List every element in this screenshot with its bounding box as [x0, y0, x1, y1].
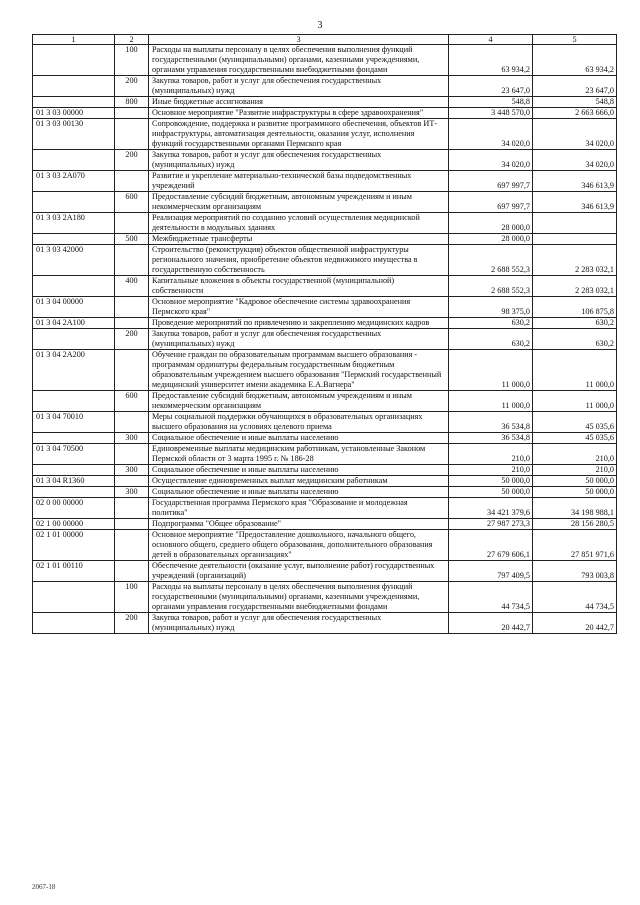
table-row	[33, 297, 617, 318]
cell-amount-year-2: 50 000,0	[533, 476, 617, 487]
cell-amount-year-2	[533, 234, 617, 245]
cell-expense-type: 200	[115, 150, 149, 171]
cell-name: Обеспечение деятельности (оказание услуг, выполнение работ) государственных учреждений (организаций)	[149, 561, 449, 582]
cell-name: Меры социальной поддержки обучающихся в образовательных организациях высшего образования на условиях целевого приема	[149, 412, 449, 433]
column-header-1: 1	[33, 35, 115, 45]
cell-name: Основное мероприятие "Предоставление дошкольного, начального общего, основного общего, среднего общего образования, дополнительного образования детей в образовательных организациях"	[149, 530, 449, 561]
cell-amount-year-2: 45 035,6	[533, 433, 617, 444]
cell-amount-year-1: 11 000,0	[449, 350, 533, 391]
cell-expense-type	[115, 519, 149, 530]
cell-code: 01 3 04 R1360	[33, 476, 115, 487]
table-row	[33, 213, 617, 234]
cell-name: Основное мероприятие "Кадровое обеспечение системы здравоохранения Пермского края"	[149, 297, 449, 318]
cell-amount-year-2	[533, 213, 617, 234]
cell-amount-year-2: 44 734,5	[533, 582, 617, 613]
cell-amount-year-1: 98 375,0	[449, 297, 533, 318]
table-row	[33, 234, 617, 245]
table-row	[33, 150, 617, 171]
table-row	[33, 530, 617, 561]
column-header-3: 3	[149, 35, 449, 45]
cell-code: 02 1 01 00000	[33, 530, 115, 561]
cell-amount-year-1: 210,0	[449, 465, 533, 476]
cell-amount-year-2: 2 283 032,1	[533, 276, 617, 297]
cell-name: Государственная программа Пермского края "Образование и молодежная политика"	[149, 498, 449, 519]
cell-name: Подпрограмма "Общее образование"	[149, 519, 449, 530]
cell-amount-year-2: 11 000,0	[533, 391, 617, 412]
cell-amount-year-2: 2 283 032,1	[533, 245, 617, 276]
cell-expense-type	[115, 119, 149, 150]
cell-expense-type	[115, 561, 149, 582]
column-header-5: 5	[533, 35, 617, 45]
cell-name: Закупка товаров, работ и услуг для обеспечения государственных (муниципальных) нужд	[149, 150, 449, 171]
cell-amount-year-2: 23 647,0	[533, 76, 617, 97]
cell-name: Обучение граждан по образовательным программам высшего образования - программам ординатуры федеральным государственным бюджетным образовательным учреждением высшего образования "Пермский государственный медицинский университет имени академика Е.А.Вагнера"	[149, 350, 449, 391]
column-header-2: 2	[115, 35, 149, 45]
cell-amount-year-2: 45 035,6	[533, 412, 617, 433]
table-row	[33, 519, 617, 530]
cell-amount-year-1: 697 997,7	[449, 171, 533, 192]
cell-amount-year-1: 2 688 552,3	[449, 276, 533, 297]
cell-expense-type: 300	[115, 465, 149, 476]
cell-amount-year-2: 28 156 280,5	[533, 519, 617, 530]
cell-expense-type: 200	[115, 329, 149, 350]
cell-expense-type	[115, 213, 149, 234]
cell-amount-year-1: 27 679 606,1	[449, 530, 533, 561]
cell-amount-year-2: 34 198 988,1	[533, 498, 617, 519]
table-row	[33, 318, 617, 329]
cell-name: Осуществление единовременных выплат медицинским работникам	[149, 476, 449, 487]
cell-amount-year-2: 630,2	[533, 318, 617, 329]
cell-amount-year-1: 630,2	[449, 329, 533, 350]
cell-name: Проведение мероприятий по привлечению и закреплению медицинских кадров	[149, 318, 449, 329]
cell-amount-year-2: 27 851 971,6	[533, 530, 617, 561]
table-row	[33, 350, 617, 391]
cell-name: Социальное обеспечение и иные выплаты населению	[149, 487, 449, 498]
cell-expense-type	[115, 476, 149, 487]
cell-expense-type: 400	[115, 276, 149, 297]
cell-amount-year-2: 11 000,0	[533, 350, 617, 391]
cell-name: Закупка товаров, работ и услуг для обеспечения государственных (муниципальных) нужд	[149, 329, 449, 350]
cell-code	[33, 391, 115, 412]
cell-code: 01 3 04 2A100	[33, 318, 115, 329]
cell-code	[33, 234, 115, 245]
table-body	[33, 35, 617, 634]
cell-amount-year-1: 36 534,8	[449, 412, 533, 433]
cell-name: Предоставление субсидий бюджетным, автономным учреждениям и иным некоммерческим организациям	[149, 192, 449, 213]
cell-code	[33, 613, 115, 634]
cell-name: Иные бюджетные ассигнования	[149, 97, 449, 108]
budget-table	[32, 34, 617, 634]
cell-name: Расходы на выплаты персоналу в целях обеспечения выполнения функций государственными (муниципальными) органами, казенными учреждениями, органами управления государственными внебюджетными фондами	[149, 45, 449, 76]
cell-name: Межбюджетные трансферты	[149, 234, 449, 245]
cell-code: 01 3 03 00000	[33, 108, 115, 119]
cell-expense-type: 500	[115, 234, 149, 245]
cell-amount-year-1: 28 000,0	[449, 213, 533, 234]
cell-amount-year-2: 346 613,9	[533, 192, 617, 213]
table-row	[33, 465, 617, 476]
cell-name: Социальное обеспечение и иные выплаты населению	[149, 465, 449, 476]
table-row	[33, 97, 617, 108]
cell-expense-type	[115, 171, 149, 192]
cell-name: Расходы на выплаты персоналу в целях обеспечения выполнения функций государственными (муниципальными) органами, казенными учреждениями, органами управления государственными внебюджетными фондами	[149, 582, 449, 613]
cell-amount-year-1: 34 020,0	[449, 119, 533, 150]
cell-code	[33, 45, 115, 76]
cell-code: 01 3 04 70500	[33, 444, 115, 465]
cell-amount-year-1: 797 409,5	[449, 561, 533, 582]
cell-amount-year-2: 2 663 666,0	[533, 108, 617, 119]
cell-code: 01 3 04 2A200	[33, 350, 115, 391]
cell-expense-type: 600	[115, 192, 149, 213]
table-row	[33, 276, 617, 297]
cell-amount-year-1: 27 987 273,3	[449, 519, 533, 530]
table-row	[33, 582, 617, 613]
cell-amount-year-1: 2 688 552,3	[449, 245, 533, 276]
cell-amount-year-1: 548,8	[449, 97, 533, 108]
table-row	[33, 329, 617, 350]
cell-amount-year-1: 11 000,0	[449, 391, 533, 412]
table-row	[33, 613, 617, 634]
table-row	[33, 433, 617, 444]
cell-code: 01 3 03 42000	[33, 245, 115, 276]
cell-code: 01 3 04 70010	[33, 412, 115, 433]
cell-code	[33, 192, 115, 213]
cell-amount-year-1: 36 534,8	[449, 433, 533, 444]
cell-code: 01 3 03 00130	[33, 119, 115, 150]
table-row	[33, 487, 617, 498]
cell-expense-type	[115, 108, 149, 119]
table-row	[33, 119, 617, 150]
cell-expense-type	[115, 530, 149, 561]
table-row	[33, 391, 617, 412]
cell-expense-type: 300	[115, 433, 149, 444]
cell-amount-year-1: 50 000,0	[449, 487, 533, 498]
cell-amount-year-2: 548,8	[533, 97, 617, 108]
cell-code	[33, 582, 115, 613]
cell-amount-year-1: 210,0	[449, 444, 533, 465]
cell-code	[33, 76, 115, 97]
table-row	[33, 476, 617, 487]
cell-expense-type: 200	[115, 76, 149, 97]
cell-name: Реализация мероприятий по созданию условий осуществления медицинской деятельности в модульных зданиях	[149, 213, 449, 234]
header-row	[33, 35, 617, 45]
cell-amount-year-2: 210,0	[533, 465, 617, 476]
table-row	[33, 245, 617, 276]
cell-expense-type	[115, 350, 149, 391]
table-row	[33, 498, 617, 519]
cell-expense-type	[115, 498, 149, 519]
cell-amount-year-2: 34 020,0	[533, 150, 617, 171]
cell-amount-year-1: 697 997,7	[449, 192, 533, 213]
cell-code	[33, 487, 115, 498]
cell-amount-year-1: 50 000,0	[449, 476, 533, 487]
cell-expense-type	[115, 412, 149, 433]
cell-amount-year-2: 63 934,2	[533, 45, 617, 76]
cell-code: 02 1 01 00110	[33, 561, 115, 582]
cell-code	[33, 150, 115, 171]
table-row	[33, 444, 617, 465]
cell-code: 01 3 03 2A180	[33, 213, 115, 234]
cell-code	[33, 276, 115, 297]
cell-expense-type: 800	[115, 97, 149, 108]
cell-expense-type	[115, 245, 149, 276]
cell-amount-year-1: 44 734,5	[449, 582, 533, 613]
cell-code: 01 3 04 00000	[33, 297, 115, 318]
cell-name: Единовременные выплаты медицинским работникам, установленные Законом Пермской области от 3 марта 1995 г. № 186-28	[149, 444, 449, 465]
cell-amount-year-2: 346 613,9	[533, 171, 617, 192]
cell-amount-year-1: 63 934,2	[449, 45, 533, 76]
cell-expense-type: 600	[115, 391, 149, 412]
cell-amount-year-1: 28 000,0	[449, 234, 533, 245]
cell-amount-year-2: 630,2	[533, 329, 617, 350]
cell-expense-type: 100	[115, 45, 149, 76]
cell-amount-year-1: 630,2	[449, 318, 533, 329]
table-row	[33, 412, 617, 433]
cell-amount-year-1: 3 448 570,0	[449, 108, 533, 119]
cell-code	[33, 465, 115, 476]
table-row	[33, 192, 617, 213]
cell-expense-type	[115, 444, 149, 465]
cell-name: Капитальные вложения в объекты государственной (муниципальной) собственности	[149, 276, 449, 297]
page-number: 3	[317, 20, 323, 31]
cell-amount-year-2: 106 875,8	[533, 297, 617, 318]
cell-amount-year-2: 793 003,8	[533, 561, 617, 582]
cell-code: 01 3 03 2A070	[33, 171, 115, 192]
cell-code: 02 0 00 00000	[33, 498, 115, 519]
table-row	[33, 76, 617, 97]
cell-amount-year-1: 23 647,0	[449, 76, 533, 97]
cell-name: Строительство (реконструкция) объектов общественной инфраструктуры регионального значения, приобретение объектов недвижимого имущества в государственную собственность	[149, 245, 449, 276]
cell-expense-type	[115, 318, 149, 329]
column-header-4: 4	[449, 35, 533, 45]
cell-amount-year-1: 34 421 379,6	[449, 498, 533, 519]
cell-name: Предоставление субсидий бюджетным, автономным учреждениям и иным некоммерческим организациям	[149, 391, 449, 412]
cell-name: Основное мероприятие "Развитие инфраструктуры в сфере здравоохранения"	[149, 108, 449, 119]
document-code: 2067-18	[32, 883, 56, 891]
table-row	[33, 171, 617, 192]
cell-amount-year-2: 50 000,0	[533, 487, 617, 498]
cell-amount-year-1: 34 020,0	[449, 150, 533, 171]
cell-name: Сопровождение, поддержка и развитие программного обеспечения, объектов ИТ-инфраструктуры, автоматизация деятельности, оказания услуг, исполнения функций государственными органами Пермского края	[149, 119, 449, 150]
cell-name: Социальное обеспечение и иные выплаты населению	[149, 433, 449, 444]
cell-expense-type: 200	[115, 613, 149, 634]
table-row	[33, 108, 617, 119]
cell-name: Развитие и укрепление материально-технической базы подведомственных учреждений	[149, 171, 449, 192]
cell-code	[33, 97, 115, 108]
table-row	[33, 561, 617, 582]
cell-expense-type	[115, 297, 149, 318]
cell-name: Закупка товаров, работ и услуг для обеспечения государственных (муниципальных) нужд	[149, 76, 449, 97]
table-row	[33, 45, 617, 76]
cell-amount-year-1: 20 442,7	[449, 613, 533, 634]
cell-code	[33, 433, 115, 444]
cell-expense-type: 300	[115, 487, 149, 498]
cell-amount-year-2: 20 442,7	[533, 613, 617, 634]
cell-amount-year-2: 210,0	[533, 444, 617, 465]
cell-code: 02 1 00 00000	[33, 519, 115, 530]
cell-amount-year-2: 34 020,0	[533, 119, 617, 150]
cell-code	[33, 329, 115, 350]
cell-name: Закупка товаров, работ и услуг для обеспечения государственных (муниципальных) нужд	[149, 613, 449, 634]
cell-expense-type: 100	[115, 582, 149, 613]
